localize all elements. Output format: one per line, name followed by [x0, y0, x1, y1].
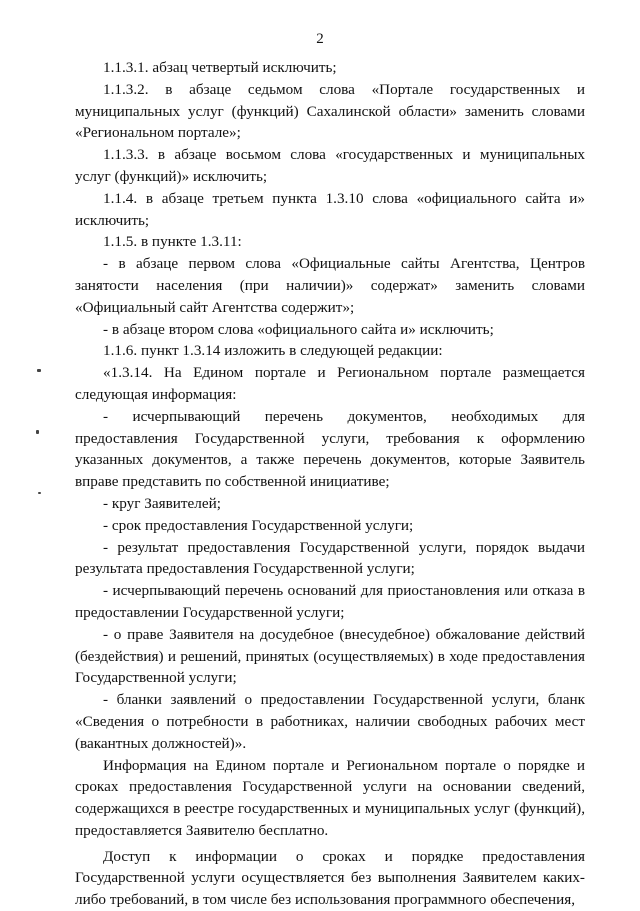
paragraph: 1.1.3.3. в абзаце восьмом слова «государственных и муниципальных услуг (функций)» исключить; [75, 146, 585, 185]
paragraph: - круг Заявителей; [103, 494, 221, 512]
scan-artifact [38, 492, 41, 494]
paragraph: 1.1.4. в абзаце третьем пункта 1.3.10 слова «официального сайта и» исключить; [75, 189, 585, 229]
paragraph: - о праве Заявителя на досудебное (внесудебное) обжалование действий (бездействия) и решений, принятых (осуществляемых) в ходе предоставления Государственной услуги; [75, 625, 585, 687]
paragraph: - в абзаце первом слова «Официальные сайты Агентства, Центров занятости населения (при наличии)» содержат» заменить словами «Официальный сайт Агентства содержит»; [75, 255, 585, 316]
paragraph: - бланки заявлений о предоставлении Государственной услуги, бланк «Сведения о потребности в работниках, наличии свободных рабочих мест (вакантных должностей)». [75, 691, 585, 752]
paragraph: «1.3.14. На Едином портале и Региональном портале размещается следующая информация: [75, 364, 585, 403]
paragraph: Доступ к информации о сроках и порядке предоставления Государственной услуги осуществляется без выполнения Заявителем каких-либо требований, в том числе без использования программного обеспечения, [75, 847, 585, 909]
page-number: 2 [316, 31, 324, 47]
paragraph: Информация на Едином портале и Региональном портале о порядке и сроках предоставления Государственной услуги на основании сведений, содержащихся в реестре государственных и муниципальных услуг (функций), предоставляется Заявителю бесплатно. [75, 756, 585, 839]
scan-artifact [37, 369, 41, 372]
scan-artifact [36, 430, 39, 434]
paragraph: - результат предоставления Государственной услуги, порядок выдачи результата предоставления Государственной услуги; [75, 538, 585, 578]
paragraph: - срок предоставления Государственной услуги; [103, 516, 414, 534]
document-body [75, 57, 585, 911]
paragraph: - исчерпывающий перечень документов, необходимых для предоставления Государственной услуги, требования к оформлению указанных документов, а также перечень документов, которые Заявитель вправе представить по собственной инициативе; [75, 407, 585, 491]
paragraph: 1.1.3.1. абзац четвертый исключить; [103, 59, 337, 76]
paragraph: 1.1.5. в пункте 1.3.11: [103, 233, 242, 251]
paragraph: 1.1.3.2. в абзаце седьмом слова «Портале государственных и муниципальных услуг (функций) Сахалинской области» заменить словами «Региональном портале»; [75, 80, 585, 142]
paragraph: - исчерпывающий перечень оснований для приостановления или отказа в предоставлении Государственной услуги; [75, 582, 585, 621]
paragraph: 1.1.6. пункт 1.3.14 изложить в следующей редакции: [103, 342, 443, 360]
paragraph: - в абзаце втором слова «официального сайта и» исключить; [103, 320, 494, 338]
